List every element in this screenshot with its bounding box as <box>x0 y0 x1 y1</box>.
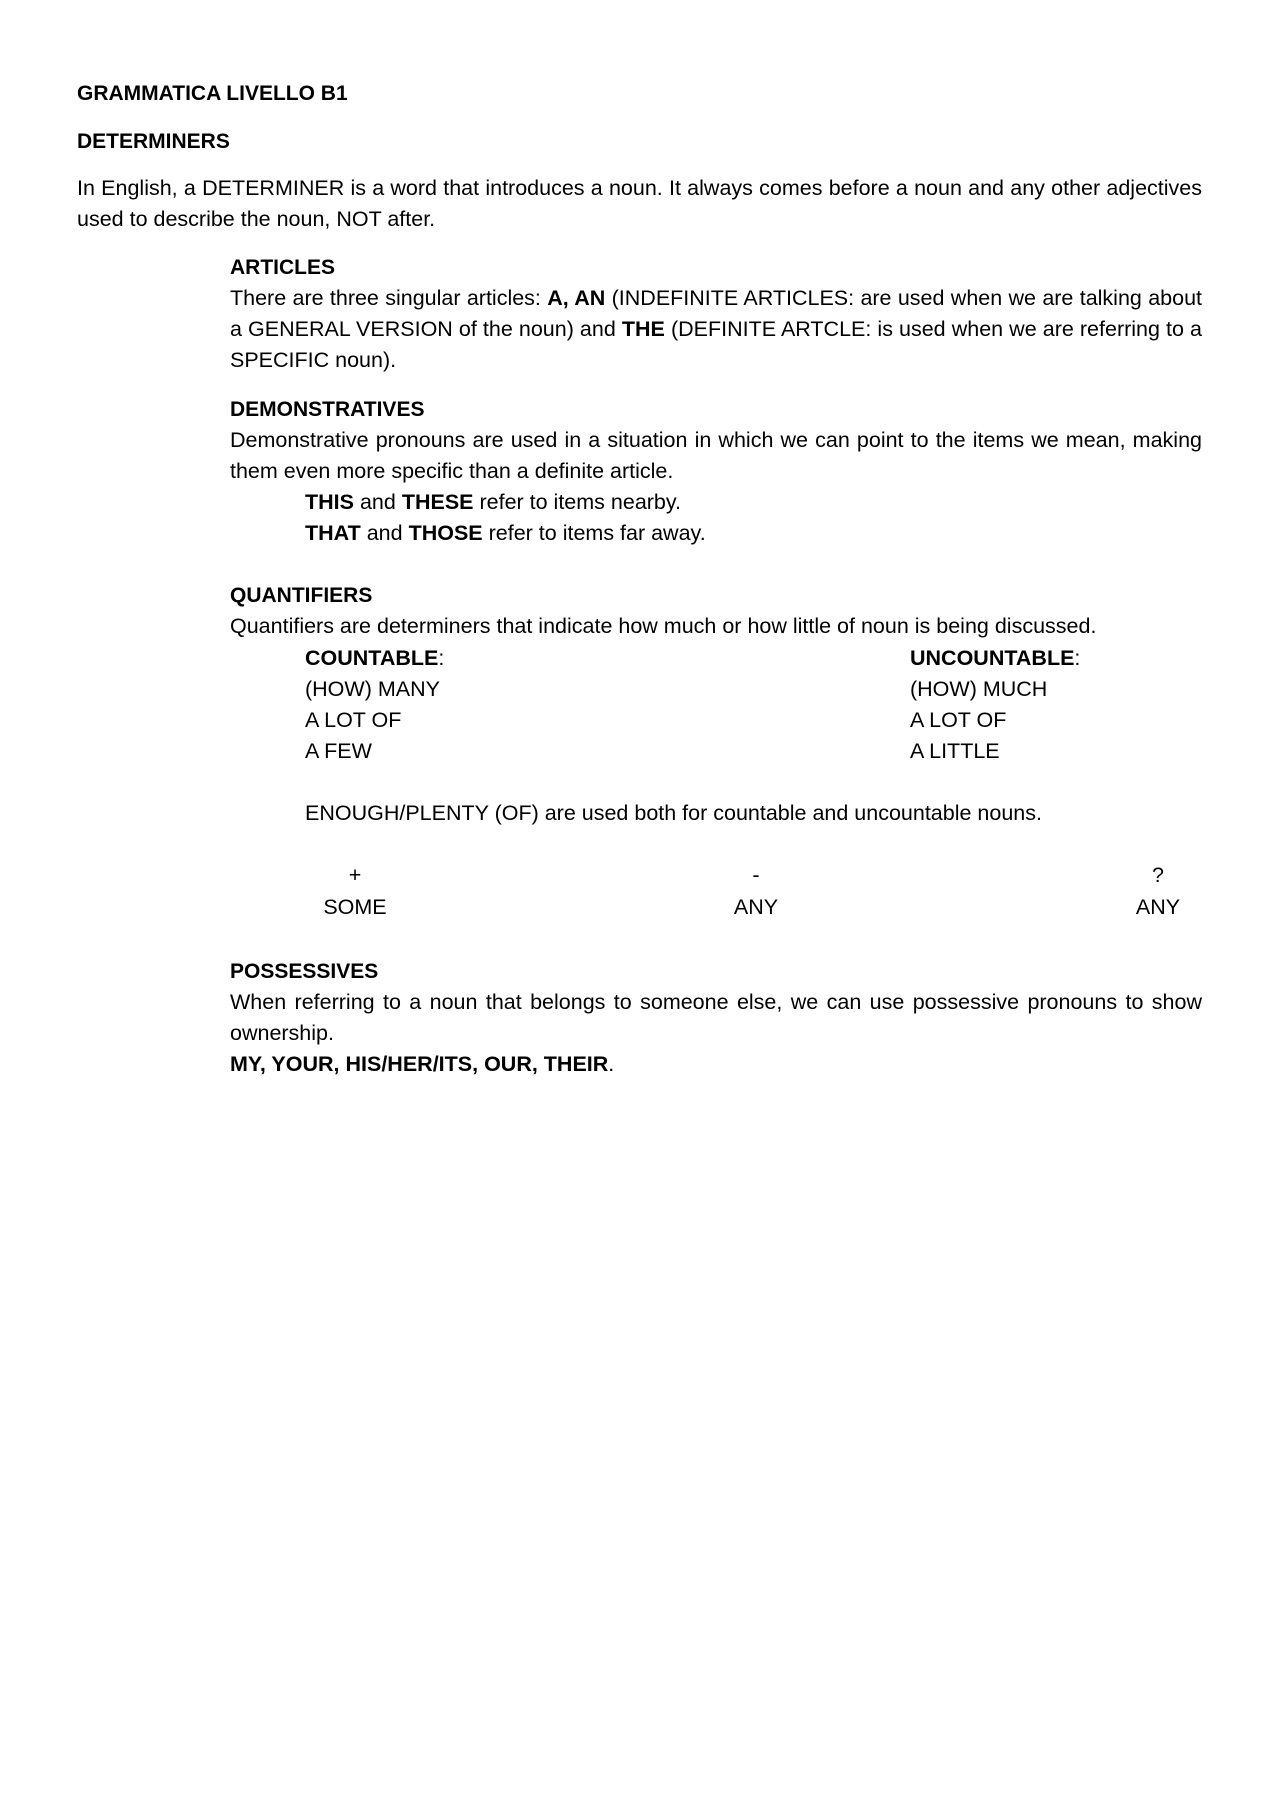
sign-negative: - <box>752 863 760 887</box>
word-positive: SOME <box>323 895 387 919</box>
uncountable-item: A LOT OF <box>910 708 1007 732</box>
uncountable-item: A LITTLE <box>910 739 1000 763</box>
articles-text-2: (INDEFINITE ARTICLES: are used when we are talking about a GENERAL VERSION of the noun) and <box>230 286 1202 341</box>
demonstratives-far-line <box>305 518 706 549</box>
countable-label: COUNTABLE <box>305 646 439 670</box>
demonstratives-heading: DEMONSTRATIVES <box>230 398 425 421</box>
countable-item: (HOW) MANY <box>305 677 440 701</box>
demo-nearby-text: refer to items nearby. <box>473 490 682 514</box>
possessives-list-line <box>230 1049 614 1080</box>
demo-these: THESE <box>401 490 474 514</box>
uncountable-heading <box>910 643 1080 674</box>
articles-text-3: (DEFINITE ARTCLE: is used when we are referring to a SPECIFIC noun). <box>230 317 1202 372</box>
countable-colon: : <box>438 646 445 670</box>
demo-far-text: refer to items far away. <box>482 521 706 545</box>
word-negative: ANY <box>733 895 779 919</box>
uncountable-item: (HOW) MUCH <box>910 677 1048 701</box>
sign-positive: + <box>348 863 362 887</box>
demo-those: THOSE <box>408 521 483 545</box>
articles-text-1: There are three singular articles: <box>230 286 548 310</box>
demo-and-1: and <box>353 490 402 514</box>
articles-bold-a-an: A, AN <box>547 286 606 310</box>
possessives-period: . <box>608 1052 615 1076</box>
countable-heading <box>305 643 444 674</box>
countable-item: A LOT OF <box>305 708 402 732</box>
demo-that: THAT <box>305 521 361 545</box>
countable-item: A FEW <box>305 739 372 763</box>
enough-plenty-note: ENOUGH/PLENTY (OF) are used both for countable and uncountable nouns. <box>305 801 1042 825</box>
demo-this: THIS <box>305 490 354 514</box>
possessives-list: MY, YOUR, HIS/HER/ITS, OUR, THEIR <box>230 1052 609 1076</box>
demonstratives-paragraph: Demonstrative pronouns are used in a situation in which we can point to the items we mean, making them even more specific than a definite article. <box>230 428 1202 483</box>
doc-subtitle: DETERMINERS <box>77 130 230 153</box>
possessives-paragraph: When referring to a noun that belongs to someone else, we can use possessive pronouns to show ownership. <box>230 990 1202 1045</box>
articles-heading: ARTICLES <box>230 256 335 279</box>
doc-title: GRAMMATICA LIVELLO B1 <box>77 82 348 105</box>
articles-bold-the: THE <box>621 317 665 341</box>
possessives-heading: POSSESSIVES <box>230 960 379 983</box>
sign-question: ? <box>1152 863 1164 887</box>
word-question: ANY <box>1135 895 1181 919</box>
quantifiers-paragraph: Quantifiers are determiners that indicate how much or how little of noun is being discussed. <box>230 614 1097 638</box>
intro-paragraph: In English, a DETERMINER is a word that introduces a noun. It always comes before a noun and any other adjectives used to describe the noun, NOT after. <box>77 176 1202 231</box>
demo-and-2: and <box>360 521 409 545</box>
uncountable-colon: : <box>1074 646 1081 670</box>
uncountable-label: UNCOUNTABLE <box>910 646 1075 670</box>
demonstratives-nearby-line <box>305 487 681 518</box>
quantifiers-heading: QUANTIFIERS <box>230 584 373 607</box>
articles-paragraph <box>230 283 1202 376</box>
